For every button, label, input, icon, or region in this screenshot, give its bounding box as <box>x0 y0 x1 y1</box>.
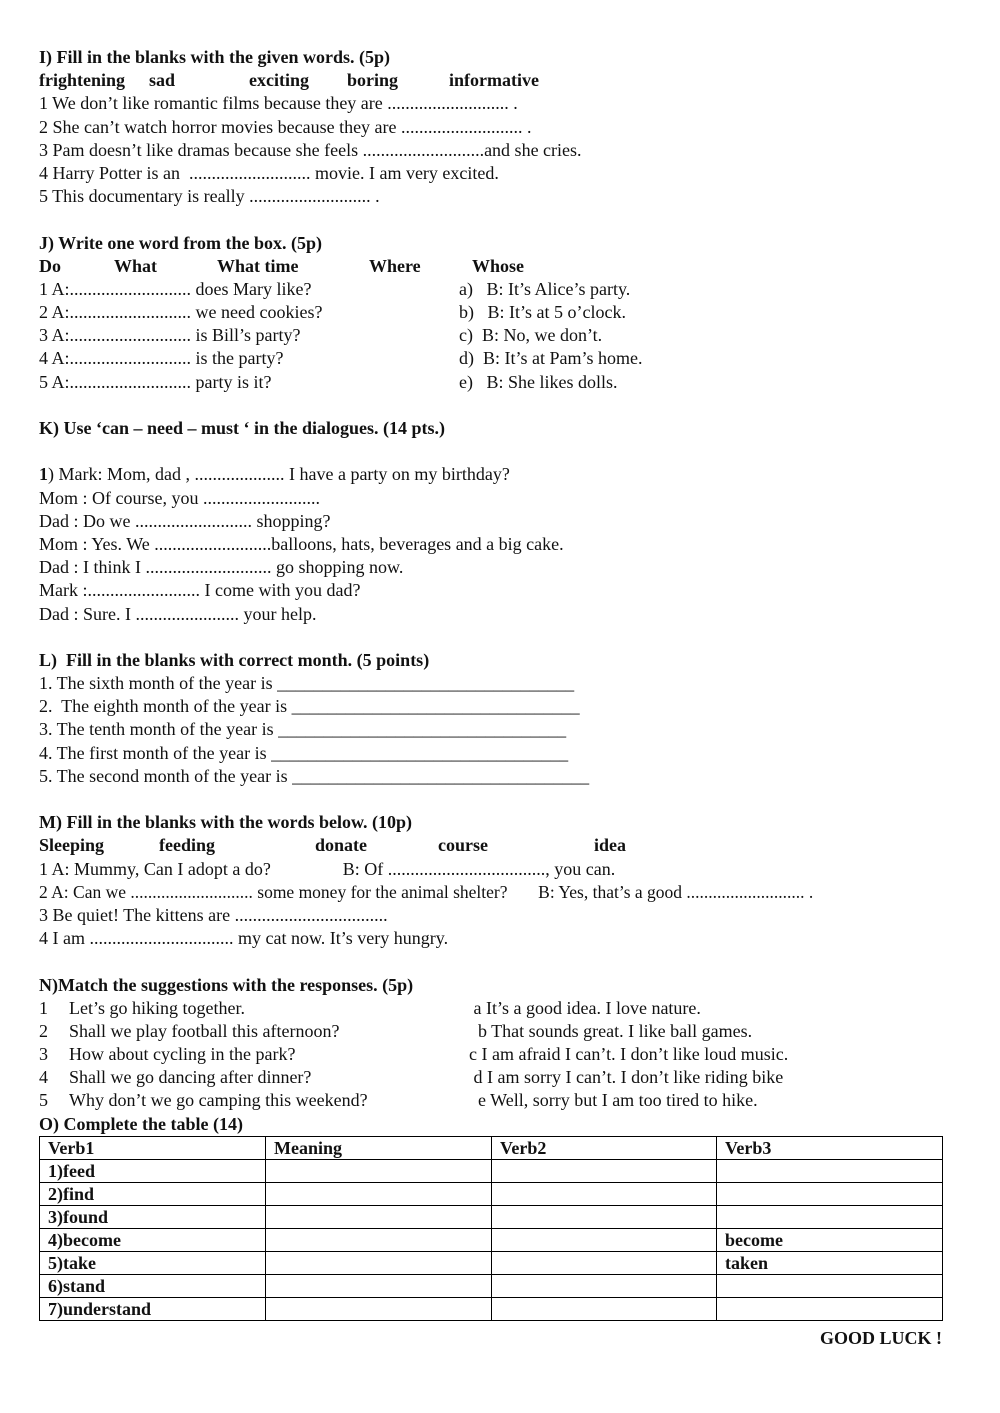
word-box-item: feeding <box>159 835 215 856</box>
suggestion: How about cycling in the park? <box>69 1044 296 1065</box>
verb3-cell[interactable] <box>717 1205 943 1228</box>
suggestion: Why don’t we go camping this weekend? <box>69 1090 368 1111</box>
question: 4 A:........................... is the party? <box>39 348 284 369</box>
verb1-cell: 5)take <box>40 1251 266 1274</box>
section-i-word-box <box>39 69 944 92</box>
verb2-cell[interactable] <box>492 1274 717 1297</box>
verb3-cell: taken <box>717 1251 943 1274</box>
table-row <box>40 1182 943 1205</box>
footer-good-luck: GOOD LUCK ! <box>819 1327 942 1348</box>
verb1-cell: 4)become <box>40 1228 266 1251</box>
question: 3 A:........................... is Bill’s party? <box>39 325 301 346</box>
dialogue-line <box>39 463 944 486</box>
verb3-cell: become <box>717 1228 943 1251</box>
verb2-cell[interactable] <box>492 1297 717 1320</box>
section-m-word-box <box>39 834 944 857</box>
fill-blank-item: 2 A: Can we ............................ some money for the animal shelter? B: Yes, that’s a good ........................... . <box>39 881 814 902</box>
verb2-cell[interactable] <box>492 1159 717 1182</box>
word-box-item: Do <box>39 255 61 276</box>
verb2-cell[interactable] <box>492 1182 717 1205</box>
verb2-cell[interactable] <box>492 1205 717 1228</box>
answer: a) B: It’s Alice’s party. <box>459 278 631 299</box>
question: 2 A:........................... we need cookies? <box>39 302 323 323</box>
verb2-cell[interactable] <box>492 1228 717 1251</box>
verb3-cell[interactable] <box>717 1159 943 1182</box>
table-header: Verb2 <box>492 1136 717 1159</box>
word-box-item: Whose <box>472 255 525 276</box>
verb2-cell[interactable] <box>492 1251 717 1274</box>
verb1-cell: 2)find <box>40 1182 266 1205</box>
fill-blank-item: 4 I am ................................ my cat now. It’s very hungry. <box>39 928 449 949</box>
word-box-item: Sleeping <box>39 835 105 856</box>
meaning-cell[interactable] <box>266 1274 492 1297</box>
meaning-cell[interactable] <box>266 1251 492 1274</box>
match-number: 4 <box>39 1067 48 1088</box>
month-item: 3. The tenth month of the year is ________________________________ <box>39 719 567 740</box>
section-l-title: L) Fill in the blanks with correct month. (5 points) <box>39 649 430 670</box>
word-box-item: exciting <box>249 70 309 91</box>
section-m-title: M) Fill in the blanks with the words below. (10p) <box>39 812 413 833</box>
word-box-item: informative <box>449 70 539 91</box>
answer: d) B: It’s at Pam’s home. <box>459 348 643 369</box>
month-item: 4. The first month of the year is _________________________________ <box>39 742 569 763</box>
response: a It’s a good idea. I love nature. <box>469 997 701 1018</box>
table-header: Meaning <box>266 1136 492 1159</box>
section-o-title: O) Complete the table (14) <box>39 1113 243 1134</box>
match-row <box>39 1043 944 1066</box>
month-item: 2. The eighth month of the year is ________________________________ <box>39 696 580 717</box>
table-header-row <box>40 1136 943 1159</box>
question: 5 A:........................... party is it? <box>39 371 272 392</box>
match-row <box>39 997 944 1020</box>
dialogue-line: Mom : Yes. We ..........................balloons, hats, beverages and a big cake. <box>39 533 564 554</box>
word-box-item: sad <box>149 70 176 91</box>
response: e Well, sorry but I am too tired to hike. <box>469 1090 758 1111</box>
meaning-cell[interactable] <box>266 1205 492 1228</box>
meaning-cell[interactable] <box>266 1182 492 1205</box>
match-row <box>39 1020 944 1043</box>
fill-blank-item: 3 Be quiet! The kittens are .................................. <box>39 904 388 925</box>
fill-blank-item: 3 Pam doesn’t like dramas because she feels ...........................and she cries. <box>39 139 582 160</box>
table-row <box>40 1251 943 1274</box>
dialogue-line: Dad : Do we .......................... shopping? <box>39 510 331 531</box>
dialogue-line: Dad : Sure. I ....................... your help. <box>39 603 317 624</box>
fill-blank-item: 1 A: Mummy, Can I adopt a do? B: Of ..................................., you can. <box>39 858 616 879</box>
response: b That sounds great. I like ball games. <box>469 1020 753 1041</box>
month-item: 5. The second month of the year is _________________________________ <box>39 765 590 786</box>
question-answer-row <box>39 324 944 347</box>
word-box-item: boring <box>347 70 399 91</box>
question-answer-row <box>39 347 944 370</box>
match-number: 1 <box>39 997 48 1018</box>
table-row <box>40 1297 943 1320</box>
word-box-item: Where <box>369 255 421 276</box>
response: d I am sorry I can’t. I don’t like riding bike <box>469 1067 784 1088</box>
answer: e) B: She likes dolls. <box>459 371 618 392</box>
table-header: Verb3 <box>717 1136 943 1159</box>
question-answer-row <box>39 278 944 301</box>
dialogue-number: 1 <box>39 464 48 485</box>
verb1-cell: 6)stand <box>40 1274 266 1297</box>
match-row <box>39 1089 944 1112</box>
match-number: 3 <box>39 1044 48 1065</box>
word-box-item: What time <box>217 255 299 276</box>
table-row <box>40 1205 943 1228</box>
match-row <box>39 1066 944 1089</box>
month-item: 1. The sixth month of the year is _________________________________ <box>39 673 575 694</box>
question-answer-row <box>39 371 944 394</box>
section-n-title: N)Match the suggestions with the responses. (5p) <box>39 974 414 995</box>
table-row <box>40 1228 943 1251</box>
suggestion: Shall we play football this afternoon? <box>69 1020 340 1041</box>
response: c I am afraid I can’t. I don’t like loud music. <box>469 1044 789 1065</box>
fill-blank-item: 1 We don’t like romantic films because they are ........................... . <box>39 93 518 114</box>
question: 1 A:........................... does Mary like? <box>39 278 312 299</box>
section-k-title: K) Use ‘can – need – must ‘ in the dialogues. (14 pts.) <box>39 418 446 438</box>
verb3-cell[interactable] <box>717 1297 943 1320</box>
dialogue-line: Dad : I think I ............................ go shopping now. <box>39 557 404 578</box>
meaning-cell[interactable] <box>266 1159 492 1182</box>
match-number: 5 <box>39 1090 48 1111</box>
answer: b) B: It’s at 5 o’clock. <box>459 302 626 323</box>
table-header: Verb1 <box>40 1136 266 1159</box>
word-box-item: idea <box>594 835 627 856</box>
verb3-cell[interactable] <box>717 1182 943 1205</box>
fill-blank-item: 2 She can’t watch horror movies because they are ........................... . <box>39 116 532 137</box>
dialogue-line: Mom : Of course, you .......................... <box>39 487 320 508</box>
fill-blank-item: 4 Harry Potter is an ........................... movie. I am very excited. <box>39 162 499 183</box>
section-i-title: I) Fill in the blanks with the given words. (5p) <box>39 47 391 67</box>
section-j-word-box <box>39 255 944 278</box>
verb1-cell: 7)understand <box>40 1297 266 1320</box>
verb1-cell: 3)found <box>40 1205 266 1228</box>
dialogue-line: Mark :......................... I come with you dad? <box>39 580 361 601</box>
verb-table <box>39 1136 943 1321</box>
fill-blank-item: 5 This documentary is really ........................... . <box>39 186 380 207</box>
section-j-title: J) Write one word from the box. (5p) <box>39 232 322 253</box>
word-box-item: What <box>114 255 158 276</box>
meaning-cell[interactable] <box>266 1228 492 1251</box>
answer: c) B: No, we don’t. <box>459 325 603 346</box>
match-number: 2 <box>39 1020 48 1041</box>
meaning-cell[interactable] <box>266 1297 492 1320</box>
dialogue-text: ) Mark: Mom, dad , .................... I have a party on my birthday? <box>48 464 510 485</box>
worksheet <box>39 46 944 1351</box>
verb1-cell: 1)feed <box>40 1159 266 1182</box>
word-box-item: course <box>438 835 488 856</box>
suggestion: Let’s go hiking together. <box>69 997 245 1018</box>
verb3-cell[interactable] <box>717 1274 943 1297</box>
table-row <box>40 1159 943 1182</box>
word-box-item: frightening <box>39 70 126 91</box>
word-box-item: donate <box>315 835 368 856</box>
table-row <box>40 1274 943 1297</box>
suggestion: Shall we go dancing after dinner? <box>69 1067 312 1088</box>
question-answer-row <box>39 301 944 324</box>
